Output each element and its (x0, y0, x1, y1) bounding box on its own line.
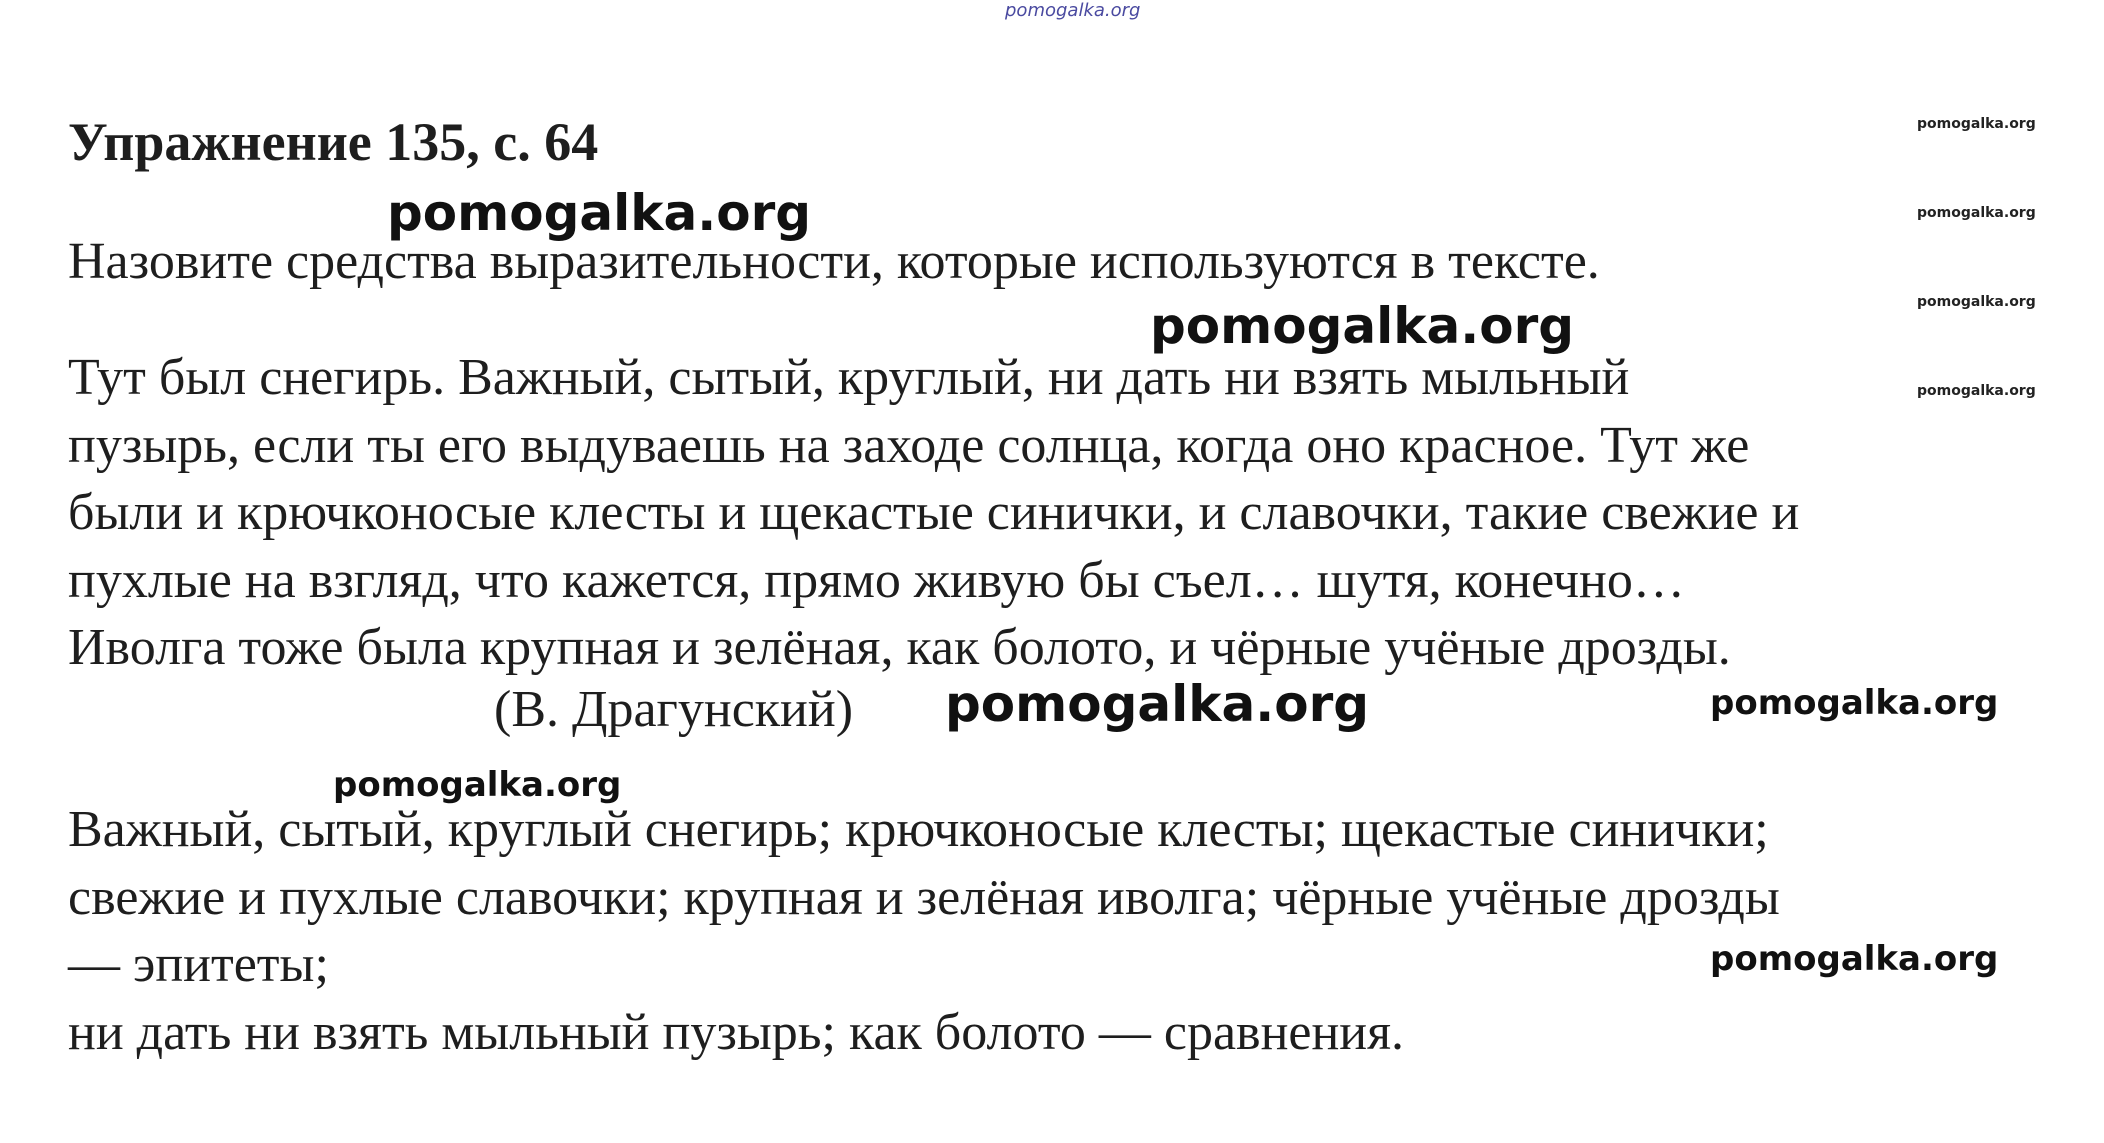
source-line: Тут был снегирь. Важный, сытый, круглый, ни дать ни взять мыльный (68, 349, 1630, 406)
site-link[interactable]: pomogalka.org (1005, 0, 1141, 21)
watermark: pomogalka.org (333, 765, 622, 805)
watermark: pomogalka.org (945, 675, 1370, 733)
watermark: pomogalka.org (1917, 116, 2036, 132)
watermark: pomogalka.org (1917, 205, 2036, 221)
answer-line: — эпитеты; (68, 936, 329, 993)
exercise-title: Упражнение 135, с. 64 (68, 112, 599, 172)
answer-text (68, 796, 1780, 1066)
watermark: pomogalka.org (1917, 383, 2036, 399)
source-author: (В. Драгунский) (494, 681, 854, 738)
source-text (68, 344, 1799, 682)
answer-line: Важный, сытый, круглый снегирь; крючконосые клесты; щекастые синички; (68, 801, 1769, 858)
source-line: пузырь, если ты его выдуваешь на заходе солнца, когда оно красное. Тут же (68, 416, 1750, 474)
source-line: Иволга тоже была крупная и зелёная, как болото, и чёрные учёные дрозды. (68, 619, 1731, 676)
exercise-prompt: Назовите средства выразительности, которые используются в тексте. (68, 233, 1600, 290)
source-line: пухлые на взгляд, что кажется, прямо живую бы съел… шутя, конечно… (68, 551, 1685, 609)
watermark: pomogalka.org (1150, 297, 1575, 355)
watermark: pomogalka.org (387, 184, 812, 242)
answer-line: ни дать ни взять мыльный пузырь; как болото — сравнения. (68, 1003, 1405, 1061)
watermark: pomogalka.org (1917, 294, 2036, 310)
source-line: были и крючконосые клесты и щекастые синички, и славочки, такие свежие и (68, 484, 1800, 541)
watermark: pomogalka.org (1710, 683, 1999, 723)
watermark: pomogalka.org (1710, 939, 1999, 979)
answer-line: свежие и пухлые славочки; крупная и зелёная иволга; чёрные учёные дрозды (68, 868, 1780, 926)
